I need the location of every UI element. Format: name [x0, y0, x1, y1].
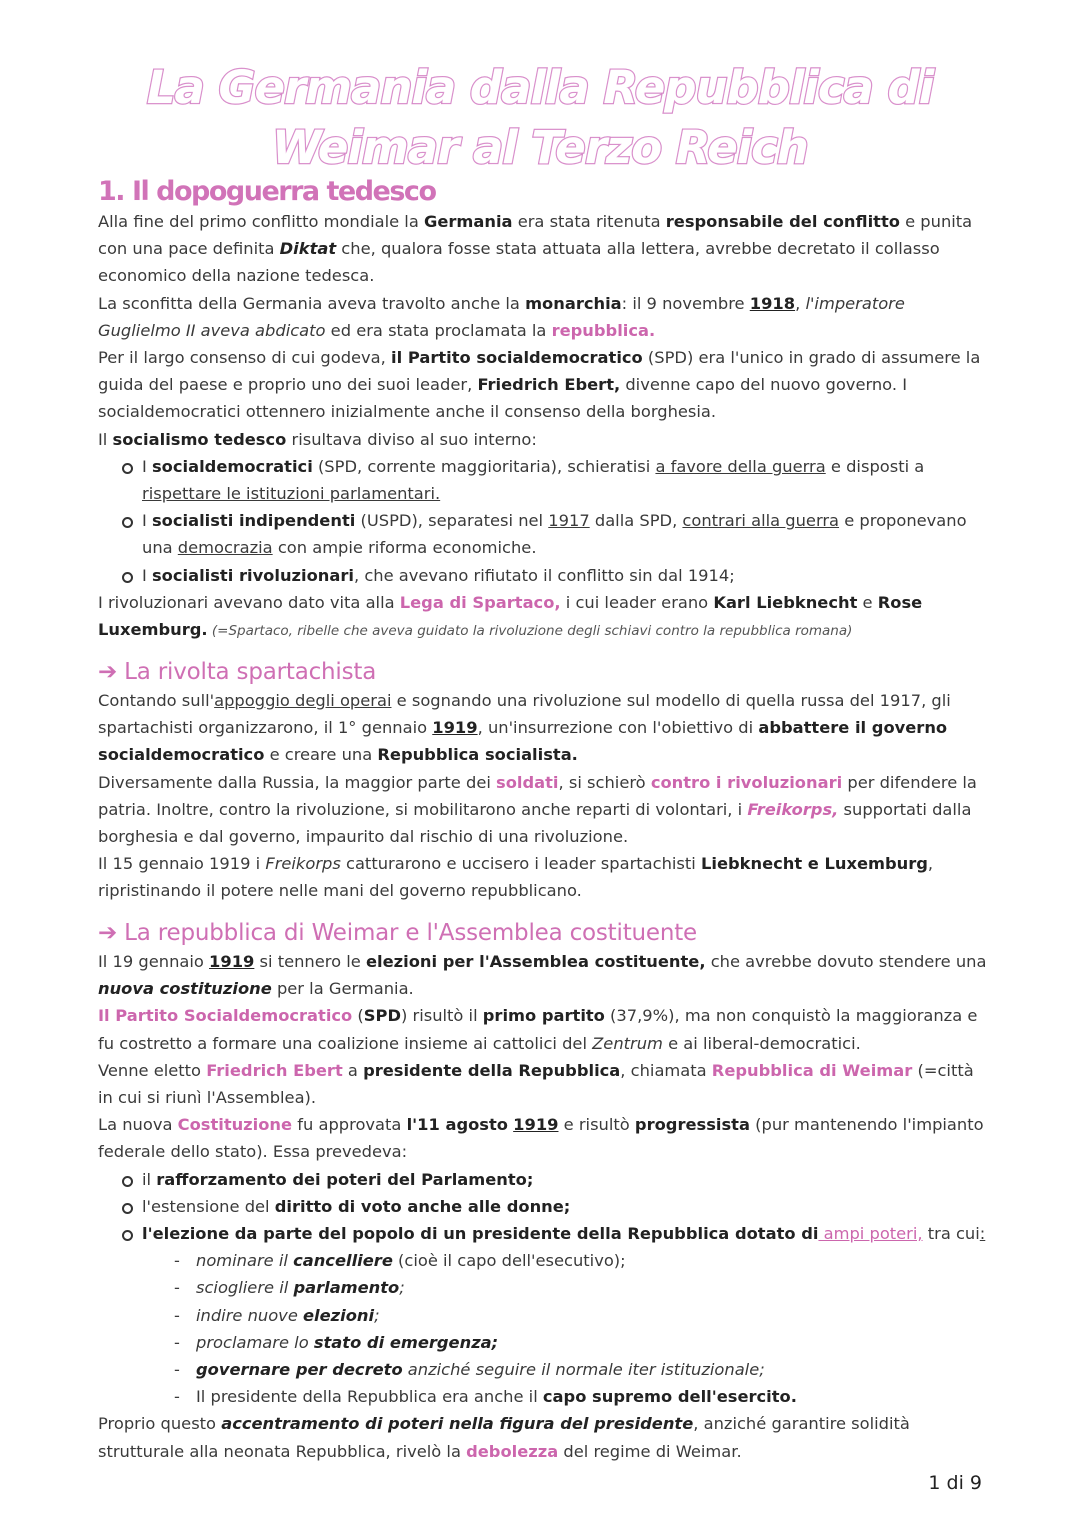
- list-item: I socialisti indipendenti (USPD), separatesi nel 1917 dalla SPD, contrari alla guerra e proponevano una democrazia con ampie riforma economiche.: [98, 507, 988, 561]
- list-item: - proclamare lo stato di emergenza;: [98, 1329, 988, 1356]
- section-heading-weimar: ➔ La repubblica di Weimar e l'Assemblea costituente: [98, 920, 697, 946]
- list-item: - sciogliere il parlamento;: [98, 1274, 988, 1301]
- list-item: - governare per decreto anziché seguire il normale iter istituzionale;: [98, 1356, 988, 1383]
- paragraph: La sconfitta della Germania aveva travolto anche la monarchia: il 9 novembre 1918, l'imperatore Guglielmo II aveva abdicato ed era stata proclamata la repubblica.: [98, 293, 905, 340]
- section-dopoguerra-body: [98, 208, 988, 645]
- paragraph: Venne eletto Friedrich Ebert a presidente della Repubblica, chiamata Repubblica di Weimar (=città in cui si riunì l'Assemblea).: [98, 1060, 974, 1108]
- paragraph: I rivoluzionari avevano dato vita alla Lega di Spartaco, i cui leader erano Karl Liebknecht e Rose Luxemburg. (=Spartaco, ribelle che aveva guidato la rivoluzione degli schiavi contro la repubblica romana): [98, 592, 923, 640]
- list-item: l'elezione da parte del popolo di un presidente della Repubblica dotato di ampi poteri, tra cui:: [98, 1220, 988, 1247]
- title-line-1: La Germania dalla Repubblica di: [146, 61, 934, 114]
- paragraph: Contando sull'appoggio degli operai e sognando una rivoluzione sul modello di quella russa del 1917, gli spartachisti organizzarono, il 1° gennaio 1919, un'insurrezione con l'obiettivo di abbattere il governo socialdemocratico e creare una Repubblica socialista.: [98, 691, 951, 765]
- list-item: I socialdemocratici (SPD, corrente maggioritaria), schieratisi a favore della guerra e disposti a rispettare le istituzioni parlamentari.: [98, 453, 988, 507]
- constitution-provisions-list: [98, 1166, 988, 1248]
- paragraph: Alla fine del primo conflitto mondiale la Germania era stata ritenuta responsabile del conflitto e punita con una pace definita Diktat che, qualora fosse stata attuata alla lettera, avrebbe decretato il collasso economico della nazione tedesca.: [98, 212, 973, 286]
- socialism-factions-list: [98, 453, 988, 589]
- list-item: - indire nuove elezioni;: [98, 1302, 988, 1329]
- section-rivolta-body: [98, 687, 988, 905]
- paragraph: Il socialismo tedesco risultava diviso al suo interno:: [98, 429, 537, 449]
- paragraph: Diversamente dalla Russia, la maggior parte dei soldati, si schierò contro i rivoluzionari per difendere la patria. Inoltre, contro la rivoluzione, si mobilitarono anche reparti di volontari, i Freikorps, supportati dalla borghesia e dal governo, impaurito dal rischio di una rivoluzione.: [98, 772, 977, 847]
- paragraph: Il 19 gennaio 1919 si tennero le elezioni per l'Assemblea costituente, che avrebbe dovuto stendere una nuova costituzione per la Germania.: [98, 952, 987, 999]
- paragraph: Il 15 gennaio 1919 i Freikorps catturarono e uccisero i leader spartachisti Liebknecht e Luxemburg, ripristinando il potere nelle mani del governo repubblicano.: [98, 854, 934, 901]
- title-line-2: Weimar al Terzo Reich: [272, 121, 808, 174]
- paragraph: Il Partito Socialdemocratico (SPD) risultò il primo partito (37,9%), ma non conquistò la maggioranza e fu costretto a formare una coalizione insieme ai cattolici del Zentrum e ai liberal-democratici.: [98, 1006, 978, 1053]
- president-powers-list: [98, 1247, 988, 1410]
- paragraph: La nuova Costituzione fu approvata l'11 agosto 1919 e risultò progressista (pur mantenendo l'impianto federale dello stato). Essa prevedeva:: [98, 1115, 984, 1162]
- document-title: [0, 58, 1080, 178]
- section-heading-dopoguerra: 1. Il dopoguerra tedesco: [98, 176, 436, 207]
- section-weimar-body: [98, 948, 988, 1465]
- list-item: l'estensione del diritto di voto anche alle donne;: [98, 1193, 988, 1220]
- section-heading-rivolta: ➔ La rivolta spartachista: [98, 659, 377, 685]
- paragraph: Proprio questo accentramento di poteri nella figura del presidente, anziché garantire solidità strutturale alla neonata Repubblica, rivelò la debolezza del regime di Weimar.: [98, 1414, 910, 1461]
- page-number: 1 di 9: [928, 1472, 982, 1494]
- list-item: - Il presidente della Repubblica era anche il capo supremo dell'esercito.: [98, 1383, 988, 1410]
- paragraph: Per il largo consenso di cui godeva, il Partito socialdemocratico (SPD) era l'unico in grado di assumere la guida del paese e proprio uno dei suoi leader, Friedrich Ebert, divenne capo del nuovo governo. I socialdemocratici ottennero inizialmente anche il consenso della borghesia.: [98, 348, 981, 422]
- list-item: - nominare il cancelliere (cioè il capo dell'esecutivo);: [98, 1247, 988, 1274]
- list-item: I socialisti rivoluzionari, che avevano rifiutato il conflitto sin dal 1914;: [98, 562, 988, 589]
- list-item: il rafforzamento dei poteri del Parlamento;: [98, 1166, 988, 1193]
